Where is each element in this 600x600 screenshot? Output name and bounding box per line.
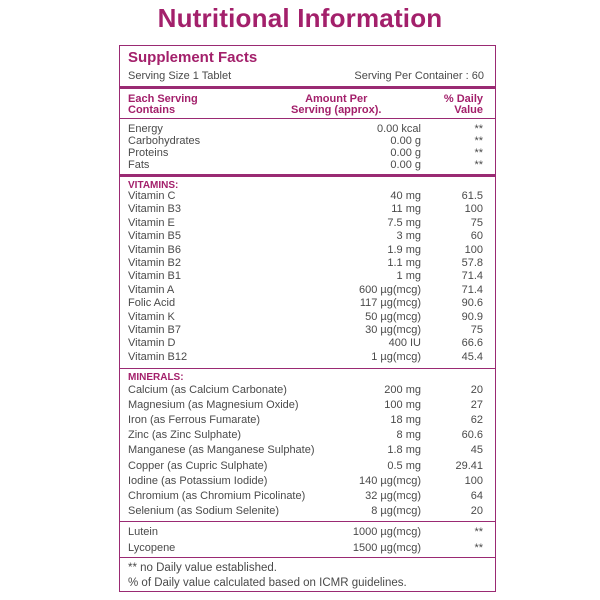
nutrient-name: Vitamin A: [128, 283, 175, 296]
nutrient-name: Vitamin K: [128, 310, 175, 323]
nutrient-amount: 30 µg(mcg): [365, 324, 421, 336]
nutrient-amount: 8 mg: [396, 429, 421, 442]
nutrient-name: Iron (as Ferrous Fumarate): [128, 414, 261, 427]
nutrient-name: Proteins: [128, 147, 169, 159]
nutrient-amount: 0.5 mg: [387, 459, 421, 472]
nutrient-amount: 1 µg(mcg): [371, 350, 421, 363]
nutrient-daily-value: 61.5: [461, 190, 483, 202]
nutrient-amount: 0.00 g: [390, 159, 421, 171]
nutrient-daily-value: 20: [470, 384, 483, 396]
nutrient-amount: 8 µg(mcg): [371, 504, 421, 517]
nutrient-row: [120, 217, 495, 229]
vitamins-label: VITAMINS:: [128, 180, 179, 191]
header-each-line2: Contains: [128, 104, 176, 116]
nutrient-name: Energy: [128, 123, 163, 135]
nutrient-amount: 1.9 mg: [387, 243, 421, 256]
nutrient-amount: 0.00 g: [390, 135, 421, 147]
page-title: Nutritional Information: [157, 3, 443, 33]
nutrient-daily-value: **: [474, 541, 483, 554]
nutrient-row: [120, 383, 495, 397]
nutrient-daily-value: 100: [464, 243, 483, 256]
nutrient-row: [120, 297, 495, 309]
header-amount-line1: Amount Per: [305, 93, 368, 105]
nutrient-row: [120, 459, 495, 473]
nutrient-amount: 1500 µg(mcg): [352, 541, 421, 554]
servings-per-container: Serving Per Container : 60: [354, 70, 484, 82]
nutrient-row: [120, 489, 495, 503]
nutrient-name: Vitamin B3: [128, 203, 181, 216]
nutrient-daily-value: 75: [470, 324, 483, 336]
header-amount-line2: Serving (approx).: [291, 104, 382, 116]
footnote-icmr: % of Daily value calculated based on ICMR guidelines.: [128, 577, 407, 589]
header-each-serving: [128, 94, 198, 116]
nutrient-name: Vitamin B2: [128, 257, 181, 269]
nutrient-row: [120, 147, 495, 159]
supplement-facts-panel: [119, 45, 496, 592]
nutrient-row: [120, 443, 495, 457]
header-dv-line2: Value: [454, 104, 483, 116]
nutrient-daily-value: 27: [470, 399, 483, 412]
nutrient-daily-value: 60: [470, 230, 483, 243]
nutrient-amount: 117 µg(mcg): [359, 297, 421, 310]
nutrient-row: [120, 311, 495, 323]
nutrient-amount: 40 mg: [390, 190, 421, 202]
nutrient-row: [120, 270, 495, 282]
nutrient-amount: 3 mg: [396, 230, 421, 243]
nutrient-name: Chromium (as Chromium Picolinate): [128, 489, 306, 502]
divider: [120, 118, 495, 119]
footnote-no-dv: ** no Daily value established.: [128, 562, 277, 574]
nutrient-name: Vitamin E: [128, 216, 175, 229]
nutrient-daily-value: 57.8: [461, 257, 483, 269]
nutrient-daily-value: 29.41: [455, 459, 483, 472]
nutrient-daily-value: 90.9: [461, 310, 483, 323]
header-daily-value: [444, 94, 483, 116]
nutrient-name: Iodine (as Potassium Iodide): [128, 474, 268, 487]
nutrient-name: Lutein: [128, 526, 158, 538]
nutrient-row: [120, 257, 495, 269]
nutrient-name: Vitamin B6: [128, 243, 181, 256]
divider: [120, 174, 495, 177]
nutrient-daily-value: 60.6: [461, 429, 483, 442]
header-dv-line1: % Daily: [443, 93, 483, 105]
nutrient-daily-value: 45: [470, 444, 483, 457]
nutrient-row: [120, 474, 495, 488]
nutrient-row: [120, 190, 495, 202]
nutrient-amount: 1.1 mg: [387, 257, 421, 269]
nutrient-row: [120, 230, 495, 242]
nutrient-row: [120, 428, 495, 442]
nutrient-daily-value: 100: [464, 474, 483, 487]
nutrient-name: Calcium (as Calcium Carbonate): [128, 384, 287, 396]
nutrient-row: [120, 244, 495, 256]
divider: [120, 557, 495, 558]
nutrient-amount: 600 µg(mcg): [359, 283, 421, 296]
nutrient-daily-value: 75: [470, 216, 483, 229]
nutrient-row: [120, 284, 495, 296]
nutrient-amount: 200 mg: [384, 384, 421, 396]
nutrient-row: [120, 525, 495, 539]
nutrient-row: [120, 135, 495, 147]
nutrient-name: Vitamin B7: [128, 324, 181, 336]
nutrient-amount: 100 mg: [384, 399, 421, 412]
nutrient-row: [120, 504, 495, 518]
nutrient-daily-value: 90.6: [461, 297, 483, 310]
nutrient-daily-value: **: [474, 159, 483, 171]
nutrient-amount: 0.00 kcal: [376, 123, 421, 135]
nutrient-amount: 1.8 mg: [387, 444, 421, 457]
nutrient-amount: 1000 µg(mcg): [352, 526, 421, 538]
header-each-line1: Each Serving: [128, 93, 198, 105]
nutrient-amount: 140 µg(mcg): [359, 474, 421, 487]
serving-size: Serving Size 1 Tablet: [128, 70, 232, 82]
nutrient-daily-value: 45.4: [461, 350, 483, 363]
nutrient-row: [120, 413, 495, 427]
nutrient-amount: 7.5 mg: [387, 216, 421, 229]
nutrient-daily-value: 20: [470, 504, 483, 517]
nutrient-name: Selenium (as Sodium Selenite): [128, 504, 280, 517]
nutrient-name: Zinc (as Zinc Sulphate): [128, 429, 242, 442]
divider: [120, 521, 495, 522]
nutrient-amount: 11 mg: [391, 203, 421, 216]
divider: [120, 86, 495, 89]
panel-title: Supplement Facts: [128, 49, 258, 66]
nutrient-amount: 18 mg: [390, 414, 421, 427]
nutrient-row: [120, 123, 495, 135]
nutrient-amount: 0.00 g: [390, 147, 421, 159]
nutrient-daily-value: **: [474, 135, 483, 147]
nutrient-daily-value: 71.4: [461, 270, 483, 283]
nutrient-row: [120, 324, 495, 336]
nutrient-amount: 32 µg(mcg): [365, 489, 421, 502]
nutrient-amount: 50 µg(mcg): [365, 310, 421, 323]
nutrient-row: [120, 351, 495, 363]
nutrient-row: [120, 337, 495, 349]
nutrient-daily-value: **: [474, 123, 483, 135]
nutrient-name: Manganese (as Manganese Sulphate): [128, 444, 315, 457]
divider: [120, 368, 495, 369]
nutrient-daily-value: 100: [464, 203, 483, 216]
nutrient-name: Vitamin D: [128, 337, 176, 350]
nutrient-name: Copper (as Cupric Sulphate): [128, 459, 268, 472]
nutrient-name: Fats: [128, 159, 150, 171]
nutrient-name: Vitamin C: [128, 190, 176, 202]
nutrient-daily-value: **: [474, 526, 483, 538]
header-amount: [291, 94, 381, 116]
nutrient-amount: 1 mg: [396, 270, 421, 283]
nutrient-name: Magnesium (as Magnesium Oxide): [128, 399, 299, 412]
nutrient-daily-value: 62: [470, 414, 483, 427]
nutrient-amount: 400 IU: [388, 337, 421, 350]
minerals-label: MINERALS:: [128, 372, 184, 383]
nutrient-daily-value: 66.6: [461, 337, 483, 350]
nutrient-name: Lycopene: [128, 541, 176, 554]
nutrient-daily-value: 71.4: [461, 283, 483, 296]
nutrient-name: Vitamin B5: [128, 230, 181, 243]
nutrient-row: [120, 203, 495, 215]
nutrient-daily-value: **: [474, 147, 483, 159]
nutrient-name: Carbohydrates: [128, 135, 201, 147]
nutrient-name: Vitamin B12: [128, 350, 188, 363]
nutrient-row: [120, 159, 495, 171]
nutrient-row: [120, 398, 495, 412]
nutrient-name: Folic Acid: [128, 297, 176, 310]
nutrient-row: [120, 541, 495, 555]
nutrient-name: Vitamin B1: [128, 270, 181, 283]
nutrient-daily-value: 64: [470, 489, 483, 502]
